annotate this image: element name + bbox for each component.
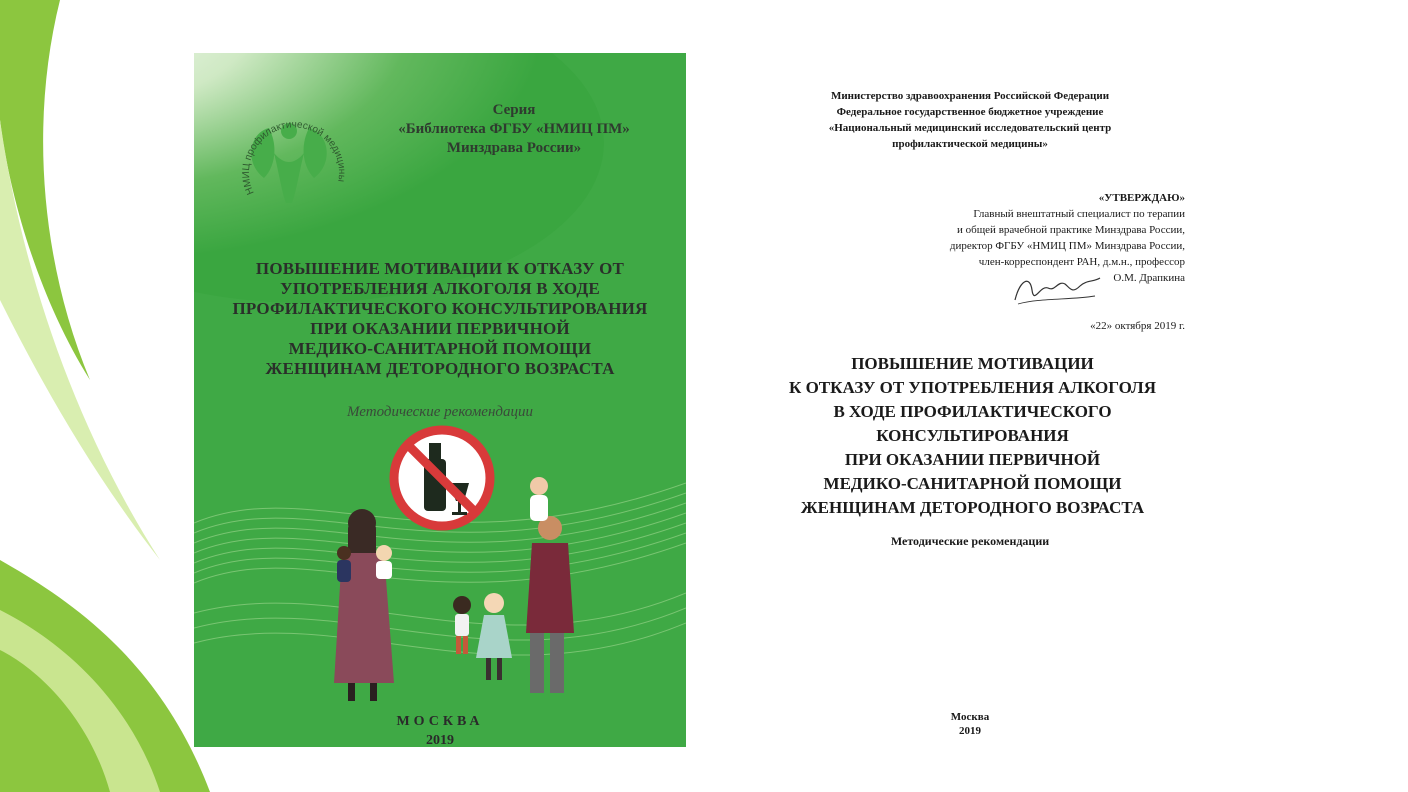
cover-title-line: МЕДИКО-САНИТАРНОЙ ПОМОЩИ xyxy=(288,339,592,358)
cover-series xyxy=(364,101,664,158)
title-line: ЖЕНЩИНАМ ДЕТОРОДНОГО ВОЗРАСТА xyxy=(800,498,1145,517)
approver-name: О.М. Драпкина xyxy=(1113,272,1185,284)
cover-title-line: ЖЕНЩИНАМ ДЕТОРОДНОГО ВОЗРАСТА xyxy=(265,359,615,378)
signature-icon xyxy=(1010,270,1105,310)
title-page-header xyxy=(760,88,1180,152)
title-page-title xyxy=(700,352,1245,520)
logo-caption: НМИЦ профилактической медицины xyxy=(240,119,348,197)
title-line: ПРИ ОКАЗАНИИ ПЕРВИЧНОЙ xyxy=(844,450,1101,469)
title-line: К ОТКАЗУ ОТ УПОТРЕБЛЕНИЯ АЛКОГОЛЯ xyxy=(789,378,1156,397)
title-page-footer xyxy=(870,710,1070,738)
cover-city: МОСКВА xyxy=(396,714,484,729)
footer-year: 2019 xyxy=(959,725,981,737)
series-line: «Библиотека ФГБУ «НМИЦ ПМ» xyxy=(398,121,630,137)
series-line: Минздрава России» xyxy=(446,140,582,156)
cover-title-line: ПРИ ОКАЗАНИИ ПЕРВИЧНОЙ xyxy=(310,319,570,338)
approver-line: Главный внештатный специалист по терапии xyxy=(973,208,1185,220)
cover-title xyxy=(214,259,666,379)
title-line: ПОВЫШЕНИЕ МОТИВАЦИИ xyxy=(851,354,1094,373)
header-line: «Национальный медицинский исследовательский центр xyxy=(828,122,1112,134)
book-cover xyxy=(194,53,686,747)
title-line: МЕДИКО-САНИТАРНОЙ ПОМОЩИ xyxy=(823,474,1122,493)
header-line: Федеральное государственное бюджетное учреждение xyxy=(836,106,1104,118)
approver-line: директор ФГБУ «НМИЦ ПМ» Минздрава России, xyxy=(949,240,1185,252)
cover-title-line: ПОВЫШЕНИЕ МОТИВАЦИИ К ОТКАЗУ ОТ xyxy=(255,259,625,278)
title-line: КОНСУЛЬТИРОВАНИЯ xyxy=(876,426,1069,445)
cover-subtitle: Методические рекомендации xyxy=(347,404,533,420)
approver-line: член-корреспондент РАН, д.м.н., профессор xyxy=(978,256,1185,268)
footer-city: Москва xyxy=(950,711,990,723)
header-line: Министерство здравоохранения Российской Федерации xyxy=(830,90,1110,102)
cover-title-line: УПОТРЕБЛЕНИЯ АЛКОГОЛЯ В ХОДЕ xyxy=(280,279,600,298)
svg-text:НМИЦ профилактической медицины xyxy=(241,119,347,196)
approval-date: «22» октября 2019 г. xyxy=(1090,320,1185,332)
title-line: В ХОДЕ ПРОФИЛАКТИЧЕСКОГО xyxy=(833,402,1112,421)
title-page-subtitle: Методические рекомендации xyxy=(890,534,1050,548)
approve-label: «УТВЕРЖДАЮ» xyxy=(1098,192,1185,204)
series-line: Серия xyxy=(492,102,536,118)
cover-title-line: ПРОФИЛАКТИЧЕСКОГО КОНСУЛЬТИРОВАНИЯ xyxy=(232,299,648,318)
cover-year: 2019 xyxy=(426,733,454,747)
header-line: профилактической медицины» xyxy=(892,138,1048,150)
approver-line: и общей врачебной практике Минздрава России, xyxy=(956,224,1185,236)
